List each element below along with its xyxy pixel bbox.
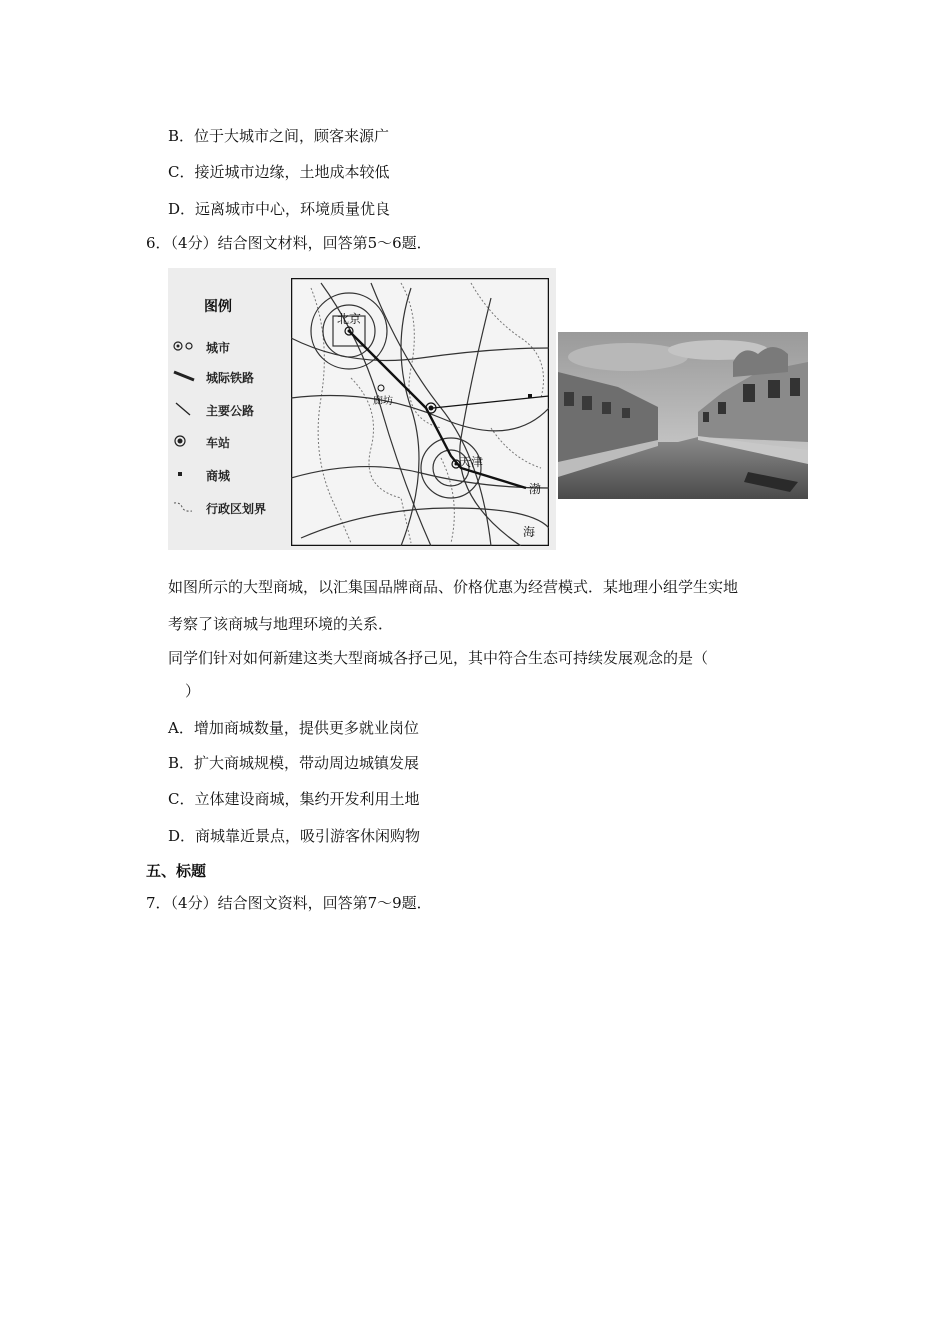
map-panel (168, 268, 556, 550)
map-label-beijing: 北京 (337, 312, 362, 326)
railway-symbol-icon (172, 369, 198, 383)
q5-option-b: B．位于大城市之间，顾客来源广 (168, 127, 390, 145)
question-stem-line-1: 同学们针对如何新建这类大型商城各抒己见，其中符合生态可持续发展观念的是（ (168, 649, 709, 667)
mall-canal-photo (558, 332, 808, 499)
question-stem-line-2: ） (185, 682, 201, 700)
city-symbol-icon (172, 339, 198, 353)
q6-header: 6．（4分）结合图文材料，回答第5～6题． (146, 234, 432, 252)
description-line-2: 考察了该商城与地理环境的关系． (168, 615, 394, 633)
q5-option-d: D．远离城市中心，环境质量优良 (168, 200, 391, 218)
section-heading: 五、标题 (146, 862, 207, 880)
q6-option-b: B．扩大商城规模，带动周边城镇发展 (168, 754, 420, 772)
legend-railway: 城际铁路 (206, 371, 255, 385)
map-label-bo: 渤 (529, 482, 542, 496)
map-label-tianjin: 天津 (459, 455, 484, 469)
q6-option-d: D．商城靠近景点，吸引游客休闲购物 (168, 827, 421, 845)
mall-symbol-icon (172, 467, 198, 481)
legend-station: 车站 (206, 436, 231, 450)
station-symbol-icon (172, 434, 198, 448)
description-line-1: 如图所示的大型商城，以汇集国品牌商品、价格优惠为经营模式．某地理小组学生实地 (168, 578, 739, 596)
boundary-symbol-icon (172, 500, 198, 514)
map-label-hai: 海 (523, 525, 536, 539)
map-and-photo-figure (168, 268, 808, 550)
road-symbol-icon (172, 402, 198, 416)
q7-header: 7．（4分）结合图文资料，回答第7～9题． (146, 894, 432, 912)
legend-road: 主要公路 (206, 404, 255, 418)
q5-option-c: C．接近城市边缘，土地成本较低 (168, 163, 390, 181)
legend-mall: 商城 (206, 469, 231, 483)
q6-option-a: A．增加商城数量，提供更多就业岗位 (168, 719, 419, 737)
legend-city: 城市 (206, 341, 231, 355)
q6-option-c: C．立体建设商城，集约开发利用土地 (168, 790, 420, 808)
map-label-langfang: 廊坊 (373, 396, 393, 407)
legend-title: 图例 (204, 299, 232, 315)
legend-boundary: 行政区划界 (206, 502, 267, 516)
beijing-tianjin-map (291, 278, 549, 546)
